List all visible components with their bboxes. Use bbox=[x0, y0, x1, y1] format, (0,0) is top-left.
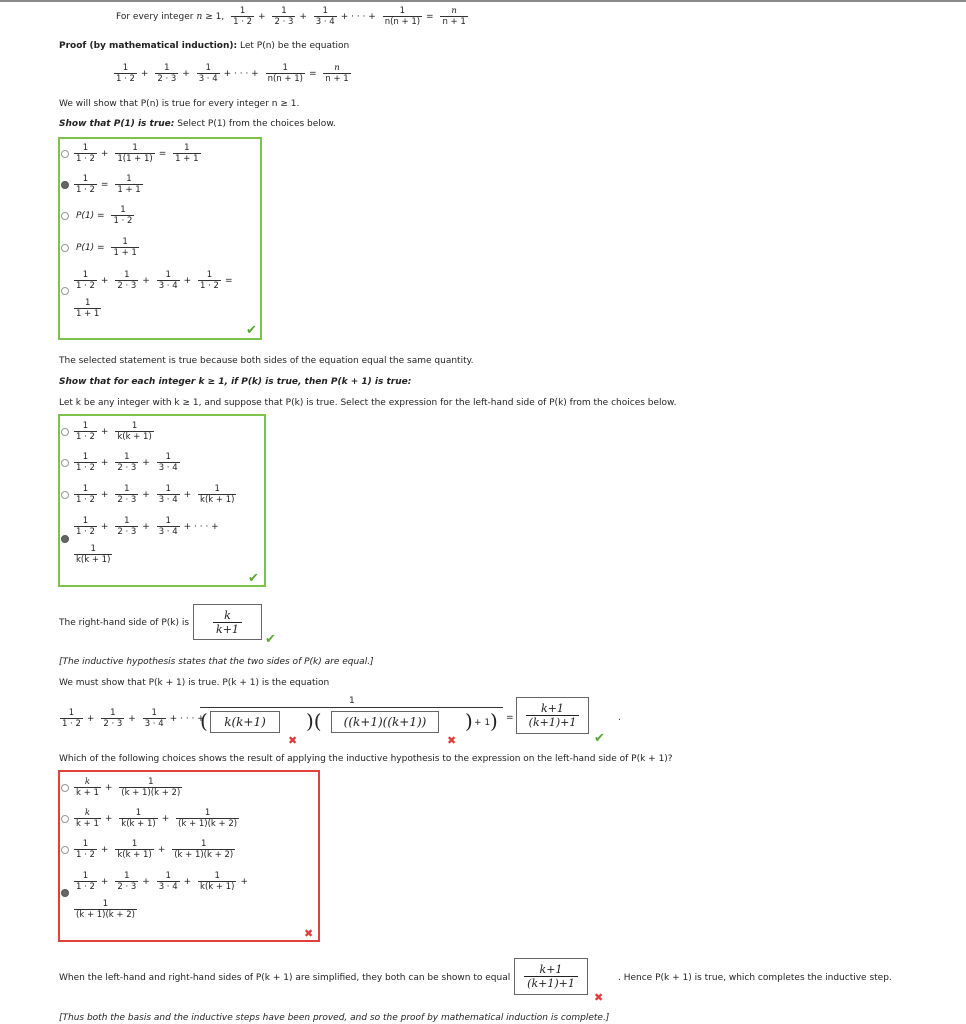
frac: $\frac{1}{3 \cdot 4}$ bbox=[158, 516, 178, 537]
basis-option-5-radio[interactable] bbox=[61, 287, 69, 295]
frac: $\frac{1}{(k + 1)(k + 2)}$ bbox=[121, 777, 181, 798]
frac: $\frac{1}{2 \cdot 3}$ bbox=[117, 484, 137, 505]
frac: $\frac{1}{2 \cdot 3}$ bbox=[117, 516, 137, 537]
basis-option-2[interactable] bbox=[73, 174, 144, 195]
basis-option-2-radio[interactable] bbox=[61, 181, 69, 189]
frac: $\frac{1}{1 \cdot 2}$ bbox=[76, 174, 95, 195]
theorem-prefix: For every integer bbox=[116, 11, 194, 22]
simplified-answer-input[interactable] bbox=[514, 958, 588, 995]
plus: + bbox=[161, 813, 170, 824]
check-icon: ✔ bbox=[594, 731, 605, 746]
frac: $\frac{1}{1 + 1}$ bbox=[113, 237, 137, 258]
frac: $\frac{1}{1 \cdot 2}$ bbox=[76, 871, 95, 892]
lhs-option-1-radio[interactable] bbox=[61, 428, 69, 436]
proof-label: Proof (by mathematical induction): bbox=[59, 41, 238, 51]
plus: + bbox=[100, 489, 109, 500]
plus: + bbox=[86, 713, 95, 724]
pk1-denominator-input-2[interactable]: ((k+1)((k+1)) bbox=[331, 711, 439, 733]
equals: = bbox=[158, 148, 167, 159]
frac: $\frac{1}{2 \cdot 3}$ bbox=[117, 452, 137, 473]
frac: $\frac{1}{3 \cdot 4}$ bbox=[158, 871, 178, 892]
geq-one: ≥ 1, bbox=[205, 11, 225, 22]
plus: + bbox=[157, 844, 166, 855]
hyp-option-2-radio[interactable] bbox=[61, 815, 69, 823]
plus: + bbox=[128, 713, 136, 724]
cross-icon: ✖ bbox=[288, 734, 298, 747]
frac: $\frac{1}{1 \cdot 2}$ bbox=[113, 205, 133, 226]
frac: $\frac{1}{(k + 1)(k + 2)}$ bbox=[76, 899, 135, 920]
plus: + bbox=[142, 876, 150, 887]
plus: + bbox=[299, 11, 307, 22]
frac: $\frac{1}{3 \cdot 4}$ bbox=[158, 484, 178, 505]
plus: + bbox=[142, 457, 150, 468]
plus-one: + 1 bbox=[474, 718, 491, 728]
frac: $\frac{n}{n + 1}$ bbox=[442, 6, 466, 27]
plus: + bbox=[183, 489, 192, 500]
proof-text: Let P(n) be the equation bbox=[239, 41, 350, 51]
pk1-numerator: 1 bbox=[349, 696, 355, 706]
basis-option-4[interactable] bbox=[73, 237, 140, 258]
period: . bbox=[618, 713, 621, 723]
frac: $\frac{1}{2 \cdot 3}$ bbox=[117, 871, 137, 892]
simplified-fraction: k+1 (k+1)+1 bbox=[524, 963, 578, 990]
equals: = bbox=[100, 179, 109, 190]
equals: = bbox=[426, 11, 434, 22]
frac: $\frac{1}{1 \cdot 2}$ bbox=[76, 839, 95, 860]
plus: + bbox=[100, 275, 109, 286]
frac: $\frac{1}{1(1 + 1)}$ bbox=[117, 143, 153, 164]
frac: $\frac{1}{k(k + 1)}$ bbox=[121, 808, 156, 829]
basis-option-5[interactable] bbox=[73, 270, 236, 291]
rhs-label: The right-hand side of P(k) is bbox=[59, 618, 190, 628]
hyp-option-1[interactable] bbox=[73, 777, 183, 798]
simplified-text: When the left-hand and right-hand sides of P(k + 1) are simplified, they both can be shown to equal bbox=[59, 973, 511, 983]
lhs-option-4-radio[interactable] bbox=[61, 535, 69, 543]
pk1-rhs-fraction: k+1 (k+1)+1 bbox=[526, 702, 580, 729]
plus: + bbox=[182, 68, 190, 79]
will-show: We will show that P(n) is true for every integer n ≥ 1. bbox=[59, 99, 300, 109]
dots: + · · · + bbox=[340, 11, 376, 22]
hyp-option-2[interactable] bbox=[73, 808, 240, 829]
basis-heading: Show that P(1) is true: bbox=[59, 119, 175, 129]
pk1-lhs-terms bbox=[59, 708, 208, 729]
basis-heading-line bbox=[59, 119, 336, 129]
plus: + bbox=[240, 876, 248, 887]
rhs-fraction: k k+1 bbox=[213, 609, 242, 636]
pn-equation bbox=[113, 63, 352, 84]
frac: $\frac{1}{1 + 1}$ bbox=[175, 143, 199, 164]
frac: $\frac{1}{1 \cdot 2}$ bbox=[233, 6, 253, 27]
frac: $\frac{n}{n + 1}$ bbox=[325, 63, 349, 84]
frac: $\frac{1}{1 \cdot 2}$ bbox=[76, 421, 95, 442]
basis-option-1-radio[interactable] bbox=[61, 150, 69, 158]
frac: $\frac{1}{1 \cdot 2}$ bbox=[76, 270, 95, 291]
plus: + bbox=[100, 148, 109, 159]
lhs-option-4-tail bbox=[73, 544, 113, 565]
plus: + bbox=[142, 489, 150, 500]
plus: + bbox=[183, 275, 192, 286]
pk1-denominator-input-1[interactable]: k(k+1) bbox=[210, 711, 280, 733]
plus: + bbox=[100, 876, 109, 887]
plus: + bbox=[258, 11, 266, 22]
plus: + bbox=[100, 521, 109, 532]
pk1-rhs-input[interactable] bbox=[516, 697, 589, 734]
frac: $\frac{1}{k(k + 1)}$ bbox=[200, 484, 235, 505]
frac: $\frac{1}{1 \cdot 2}$ bbox=[76, 143, 95, 164]
hyp-option-4-radio[interactable] bbox=[61, 889, 69, 897]
frac: $\frac{1}{3 \cdot 4}$ bbox=[144, 708, 164, 729]
dots: + · · · + bbox=[223, 68, 259, 79]
cross-icon: ✖ bbox=[594, 991, 604, 1004]
plus: + bbox=[100, 844, 109, 855]
frac: $\frac{1}{2 \cdot 3}$ bbox=[274, 6, 294, 27]
basis-option-3[interactable] bbox=[73, 205, 135, 226]
basis-reason: The selected statement is true because both sides of the equation equal the same quantity. bbox=[59, 356, 474, 366]
frac: $\frac{1}{n(n + 1)}$ bbox=[267, 63, 303, 84]
frac: $\frac{k}{k + 1}$ bbox=[76, 808, 99, 829]
cross-icon: ✖ bbox=[447, 734, 457, 747]
check-icon: ✔ bbox=[248, 571, 259, 586]
basis-option-1[interactable] bbox=[73, 143, 202, 164]
equals: = bbox=[506, 713, 514, 723]
frac: $\frac{1}{1 \cdot 2}$ bbox=[76, 452, 95, 473]
frac: $\frac{1}{(k + 1)(k + 2)}$ bbox=[178, 808, 238, 829]
frac: $\frac{1}{n(n + 1)}$ bbox=[384, 6, 421, 27]
cross-icon: ✖ bbox=[304, 927, 314, 940]
lhs-option-1[interactable] bbox=[73, 421, 155, 442]
basis-option-5-rhs bbox=[73, 298, 102, 319]
frac: $\frac{1}{k(k + 1)}$ bbox=[76, 544, 111, 565]
p1-label: P(1) = bbox=[76, 242, 105, 253]
lhs-option-3-radio[interactable] bbox=[61, 491, 69, 499]
basis-option-4-radio[interactable] bbox=[61, 244, 69, 252]
frac: $\frac{1}{(k + 1)(k + 2)}$ bbox=[174, 839, 234, 860]
frac: $\frac{1}{1 \cdot 2}$ bbox=[76, 484, 95, 505]
hyp-option-4-tail bbox=[73, 899, 138, 920]
plus: + bbox=[104, 813, 113, 824]
hyp-option-3[interactable] bbox=[73, 839, 236, 860]
plus: + bbox=[142, 521, 150, 532]
plus: + bbox=[100, 457, 109, 468]
close-paren-outer: ) bbox=[490, 709, 498, 733]
proof-line bbox=[59, 41, 349, 51]
equals: = bbox=[308, 68, 317, 79]
inductive-heading: Show that for each integer k ≥ 1, if P(k) is true, then P(k + 1) is true: bbox=[59, 377, 412, 387]
p1-label: P(1) = bbox=[76, 210, 105, 221]
var-n: n bbox=[196, 12, 203, 22]
frac: $\frac{k}{k + 1}$ bbox=[76, 777, 99, 798]
check-icon: ✔ bbox=[246, 323, 257, 338]
frac: $\frac{1}{3 \cdot 4}$ bbox=[158, 452, 178, 473]
frac: $\frac{1}{k(k + 1)}$ bbox=[200, 871, 235, 892]
inductive-hypothesis: [The inductive hypothesis states that the two sides of P(k) are equal.] bbox=[59, 657, 374, 667]
plus: + bbox=[104, 782, 113, 793]
frac: $\frac{1}{1 \cdot 2}$ bbox=[116, 63, 135, 84]
hence-text: . Hence P(k + 1) is true, which completes the inductive step. bbox=[618, 973, 892, 983]
frac: $\frac{1}{1 + 1}$ bbox=[76, 298, 100, 319]
frac: $\frac{1}{3 \cdot 4}$ bbox=[198, 63, 218, 84]
frac: $\frac{1}{3 \cdot 4}$ bbox=[158, 270, 178, 291]
frac: $\frac{1}{1 \cdot 2}$ bbox=[200, 270, 219, 291]
equals: = bbox=[224, 275, 233, 286]
plus: + bbox=[142, 275, 150, 286]
lhs-option-2-radio[interactable] bbox=[61, 459, 69, 467]
plus: + bbox=[100, 426, 109, 437]
frac: $\frac{1}{1 + 1}$ bbox=[117, 174, 141, 195]
frac: $\frac{1}{3 \cdot 4}$ bbox=[315, 6, 335, 27]
frac: $\frac{1}{2 \cdot 3}$ bbox=[117, 270, 137, 291]
hyp-option-3-radio[interactable] bbox=[61, 846, 69, 854]
theorem-statement bbox=[113, 6, 469, 27]
which-choice-question: Which of the following choices shows the result of applying the inductive hypothesis to the expression on the left-hand side of P(k + 1)? bbox=[59, 754, 673, 764]
lhs-option-2[interactable] bbox=[73, 452, 181, 473]
frac: $\frac{1}{2 \cdot 3}$ bbox=[103, 708, 123, 729]
frac: $\frac{1}{1 \cdot 2}$ bbox=[62, 708, 81, 729]
open-paren: ( bbox=[200, 709, 208, 733]
check-icon: ✔ bbox=[265, 632, 276, 647]
plus: + bbox=[140, 68, 149, 79]
top-border bbox=[0, 0, 966, 2]
frac: $\frac{1}{k(k + 1)}$ bbox=[117, 839, 152, 860]
dots: + · · · + bbox=[169, 713, 205, 724]
must-show: We must show that P(k + 1) is true. P(k + 1) is the equation bbox=[59, 678, 330, 688]
basis-instruction: Select P(1) from the choices below. bbox=[177, 119, 336, 129]
hyp-option-4[interactable] bbox=[73, 871, 251, 892]
fraction-bar bbox=[200, 707, 503, 708]
lhs-option-3[interactable] bbox=[73, 484, 237, 505]
close-open-paren: )( bbox=[306, 709, 322, 733]
close-paren: ) bbox=[465, 709, 473, 733]
basis-option-3-radio[interactable] bbox=[61, 212, 69, 220]
frac: $\frac{1}{2 \cdot 3}$ bbox=[157, 63, 177, 84]
dots: + · · · + bbox=[183, 521, 219, 532]
hyp-option-1-radio[interactable] bbox=[61, 784, 69, 792]
plus: + bbox=[183, 876, 192, 887]
inductive-instruction: Let k be any integer with k ≥ 1, and suppose that P(k) is true. Select the expression for the left-hand side of P(k) from the choices below. bbox=[59, 398, 677, 408]
rhs-answer-input[interactable] bbox=[193, 604, 262, 640]
proof-complete: [Thus both the basis and the inductive steps have been proved, and so the proof by mathematical induction is complete.] bbox=[59, 1013, 610, 1023]
frac: $\frac{1}{1 \cdot 2}$ bbox=[76, 516, 95, 537]
frac: $\frac{1}{k(k + 1)}$ bbox=[117, 421, 152, 442]
lhs-option-4[interactable] bbox=[73, 516, 222, 537]
